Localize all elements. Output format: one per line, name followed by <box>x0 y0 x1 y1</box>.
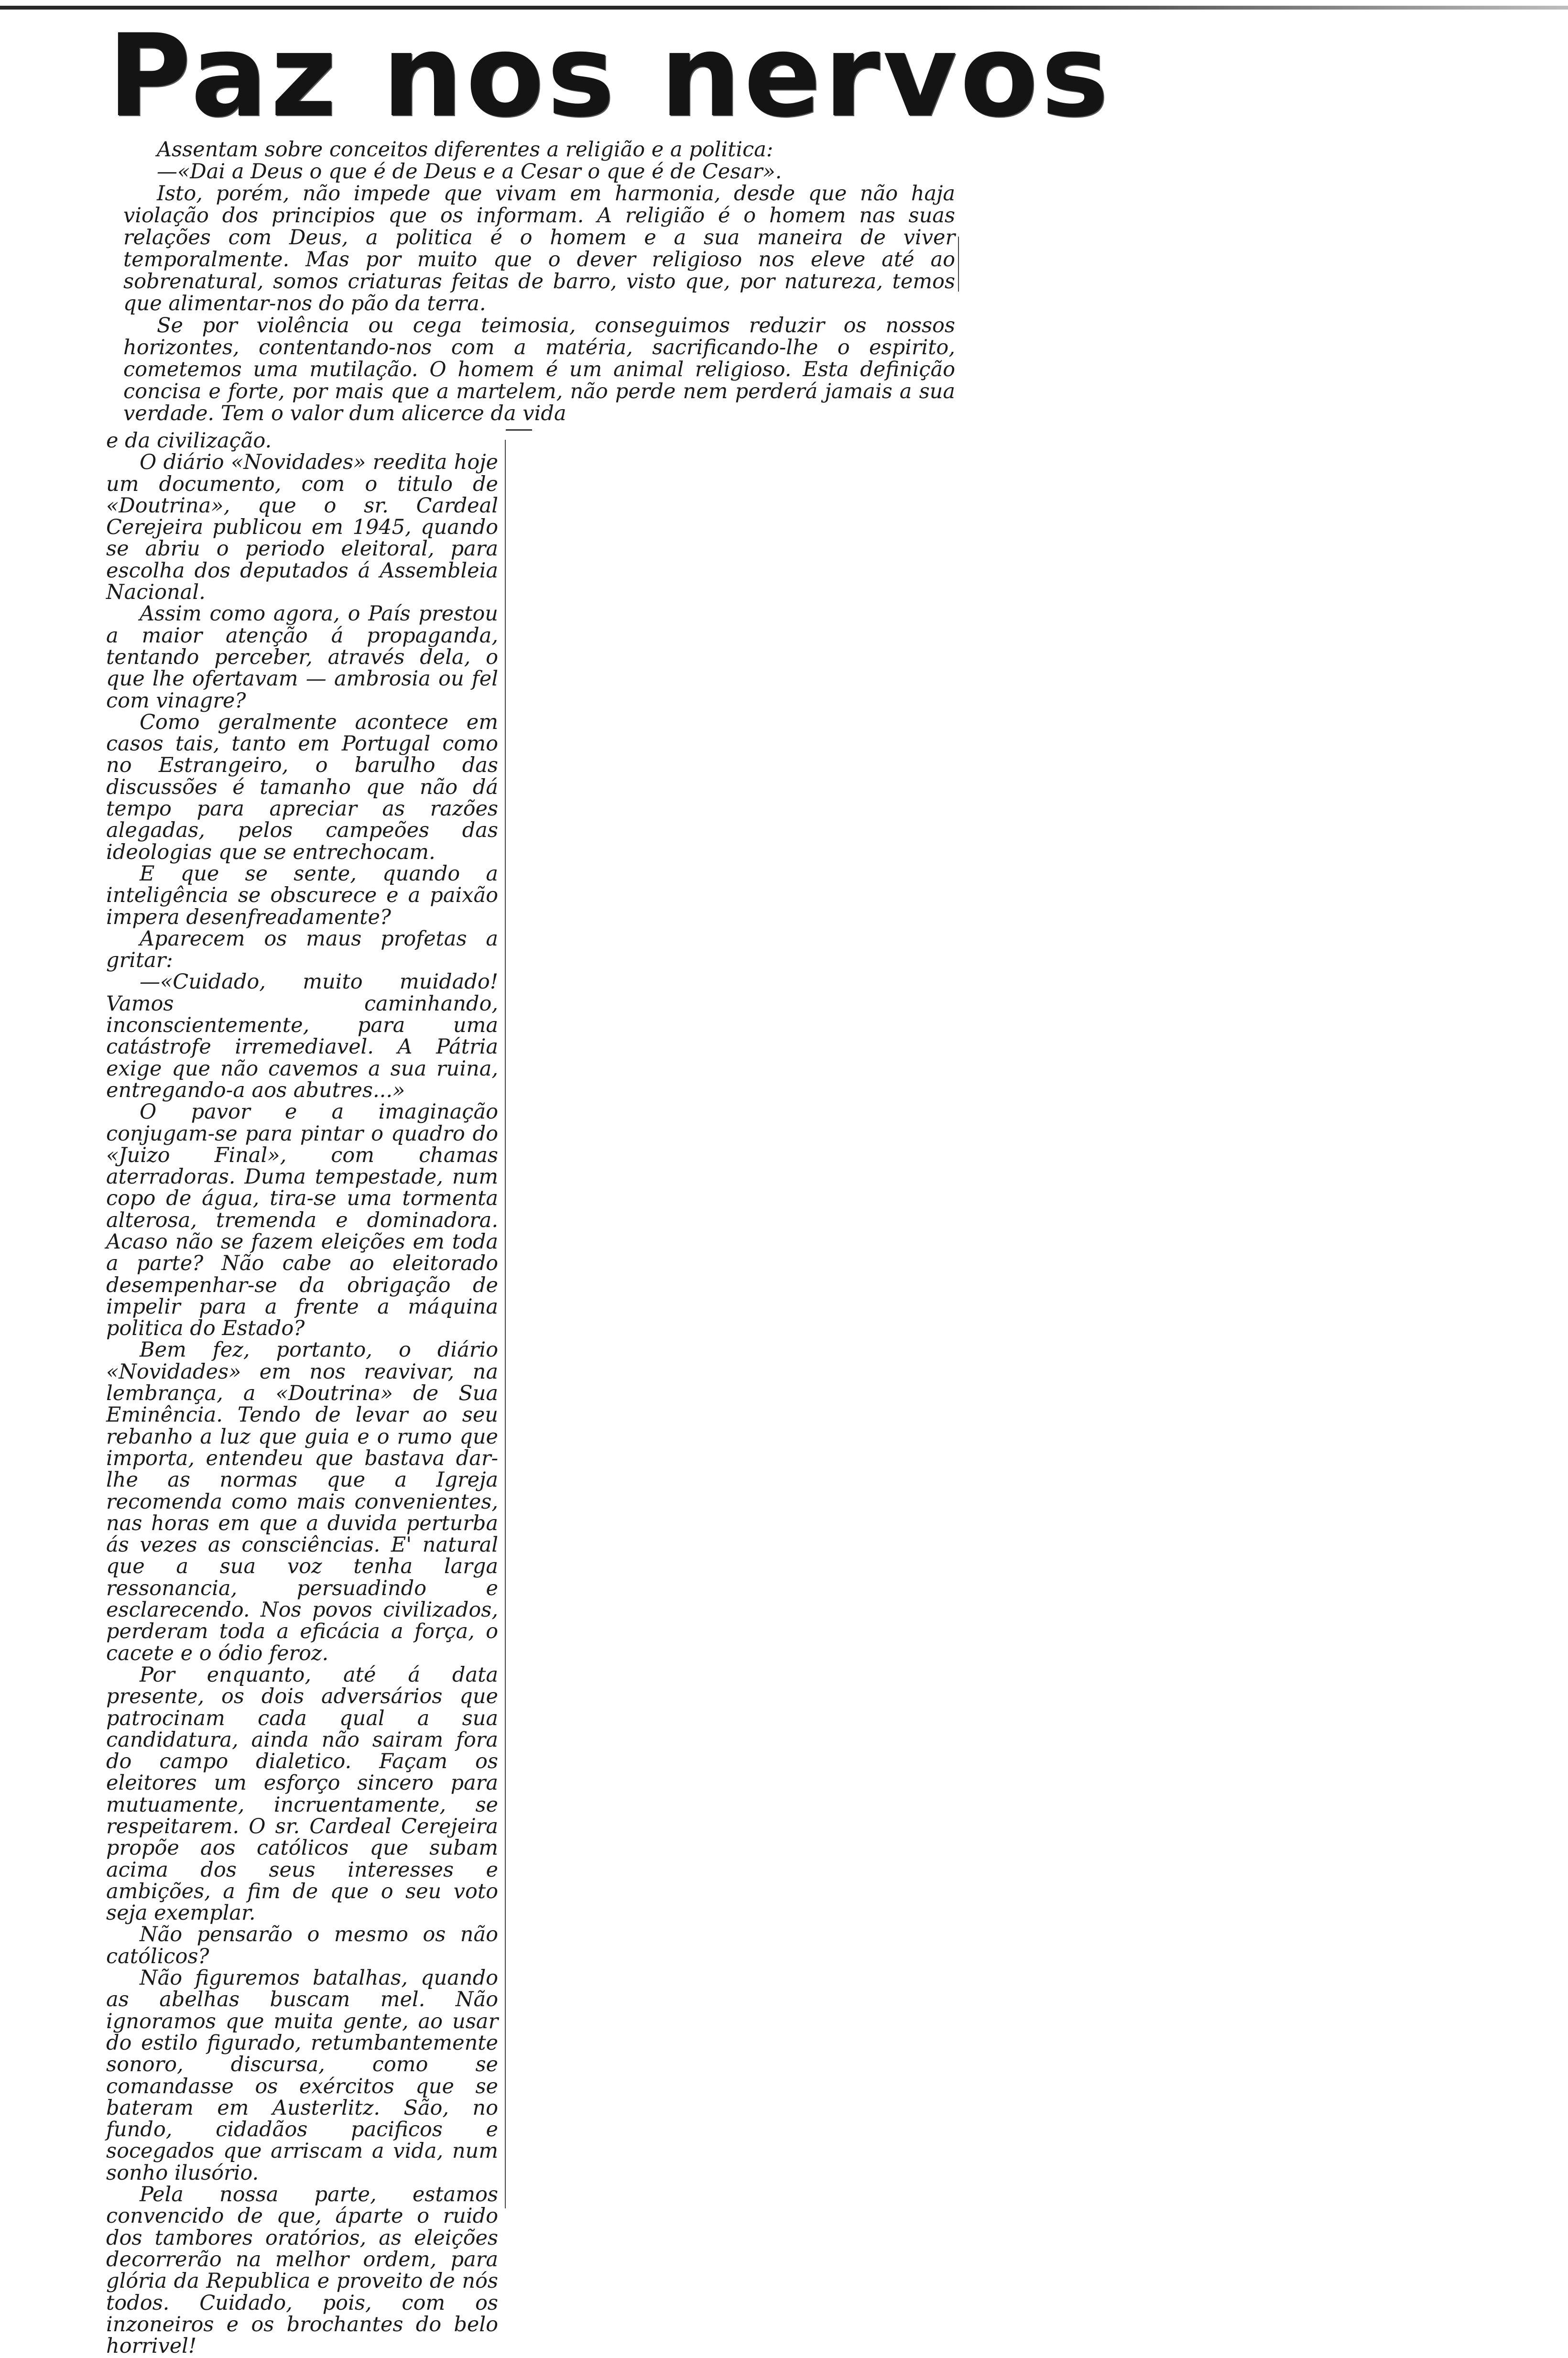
body-paragraph: Aparecem os maus profetas a gritar: <box>106 926 498 973</box>
top-rule <box>0 6 1568 10</box>
lead-quote: —«Dai a Deus o que é de Deus e a Cesar o que é de Cesar». <box>157 160 782 184</box>
body-paragraph: O pavor e a imaginação conjugam-se para pintar o quadro do «Juizo Final», com chamas aterradoras. Duma tempestade, num copo de água, tira-se uma tormenta alterosa, tremenda e dominadora. Acaso não se fazem eleições em toda a parte? Não cabe ao eleitorado desempenhar-se da obrigação de impelir para a frente a máquina politica do Estado? <box>106 1100 498 1341</box>
body-paragraph: Não figuremos batalhas, quando as abelhas buscam mel. Não ignoramos que muita gente, ao usar do estilo figurado, retumbantemente sonoro, discursa, como se comandasse os exércitos que se bateram em Austerlitz. São, no fundo, cidadãos pacificos e socegados que arriscam a vida, num sonho ilusório. <box>106 1966 498 2185</box>
article-body-column <box>106 430 498 2357</box>
column-rule <box>505 440 506 2208</box>
body-paragraph: Assim como agora, o País prestou a maior atenção á propaganda, tentando perceber, através dela, o que lhe ofertavam — ambrosia ou fel com vinagre? <box>106 602 498 713</box>
body-paragraph: Bem fez, portanto, o diário «Novidades» em nos reavivar, na lembrança, a «Doutrina» de Sua Eminência. Tendo de levar ao seu rebanho a luz que guia e o rumo que importa, entendeu que bastava dar-lhe as normas que a Igreja recomenda como mais convenientes, nas horas em que a duvida perturba ás vezes as consciências. E' natural que a sua voz tenha larga ressonancia, persuadindo e esclarecendo. Nos povos civilizados, perderam toda a eficácia a força, o cacete e o ódio feroz. <box>106 1338 498 1665</box>
lead-paragraph: Se por violência ou cega teimosia, conseguimos reduzir os nossos horizontes, contentando-nos com a matéria, sacrificando-lhe o espirito, cometemos uma mutilação. O homem é um animal religioso. Esta definição concisa e forte, por mais que a martelem, não perde nem perderá jamais a sua verdade. Tem o valor dum alicerce da vida <box>123 314 955 425</box>
article-headline: Paz nos nervos <box>108 10 1112 142</box>
body-paragraph: O diário «Novidades» reedita hoje um documento, com o titulo de «Doutrina», que o sr. Cardeal Cerejeira publicou em 1945, quando se abriu o periodo eleitoral, para escolha dos deputados á Assembleia Nacional. <box>106 450 498 605</box>
lead-side-rule <box>958 237 959 292</box>
body-paragraph: Por enquanto, até á data presente, os dois adversários que patrocinam cada qual a sua candidatura, ainda não sairam fora do campo dialetico. Façam os eleitores um esforço sincero para mutuamente, incruentamente, se respeitarem. O sr. Cardeal Cerejeira propõe aos católicos que subam acima dos seus interesses e ambições, a fim de que o seu voto seja exemplar. <box>106 1663 498 1925</box>
lead-paragraph: Isto, porém, não impede que vivam em harmonia, desde que não haja violação dos principios que os informam. A religião é o homem nas suas relações com Deus, a politica é o homem e a sua maneira de viver temporalmente. Mas por muito que o dever religioso nos eleve até ao sobrenatural, somos criaturas feitas de barro, visto que, por natureza, temos que alimentar-nos do pão da terra. <box>123 182 955 315</box>
body-paragraph: Como geralmente acontece em casos tais, tanto em Portugal como no Estrangeiro, o barulho das discussões é tamanho que não dá tempo para apreciar as razões alegadas, pelos campeões das ideologias que se entrechocam. <box>106 710 498 864</box>
body-paragraph: E que se sente, quando a inteligência se obscurece e a paixão impera desenfreadamente? <box>106 861 498 929</box>
body-paragraph: Não pensarão o mesmo os não católicos? <box>106 1923 498 1968</box>
lead-paragraph: Assentam sobre conceitos diferentes a religião e a politica: <box>157 138 773 162</box>
body-paragraph: Pela nossa parte, estamos convencido de que, áparte o ruido dos tambores oratórios, as eleições decorrerão na melhor ordem, para glória da Republica e proveito de nós todos. Cuidado, pois, com os inzoneiros e os brochantes do belo horrivel! <box>106 2183 498 2358</box>
lead-tail-rule <box>506 429 532 431</box>
article-lead <box>123 139 955 424</box>
body-quote: —«Cuidado, muito muidado! Vamos caminhando, inconscientemente, para uma catástrofe irremediavel. A Pátria exige que não cavemos a sua ruina, entregando-a aos abutres...» <box>106 970 498 1102</box>
body-continuation: e da civilização. <box>106 429 272 453</box>
